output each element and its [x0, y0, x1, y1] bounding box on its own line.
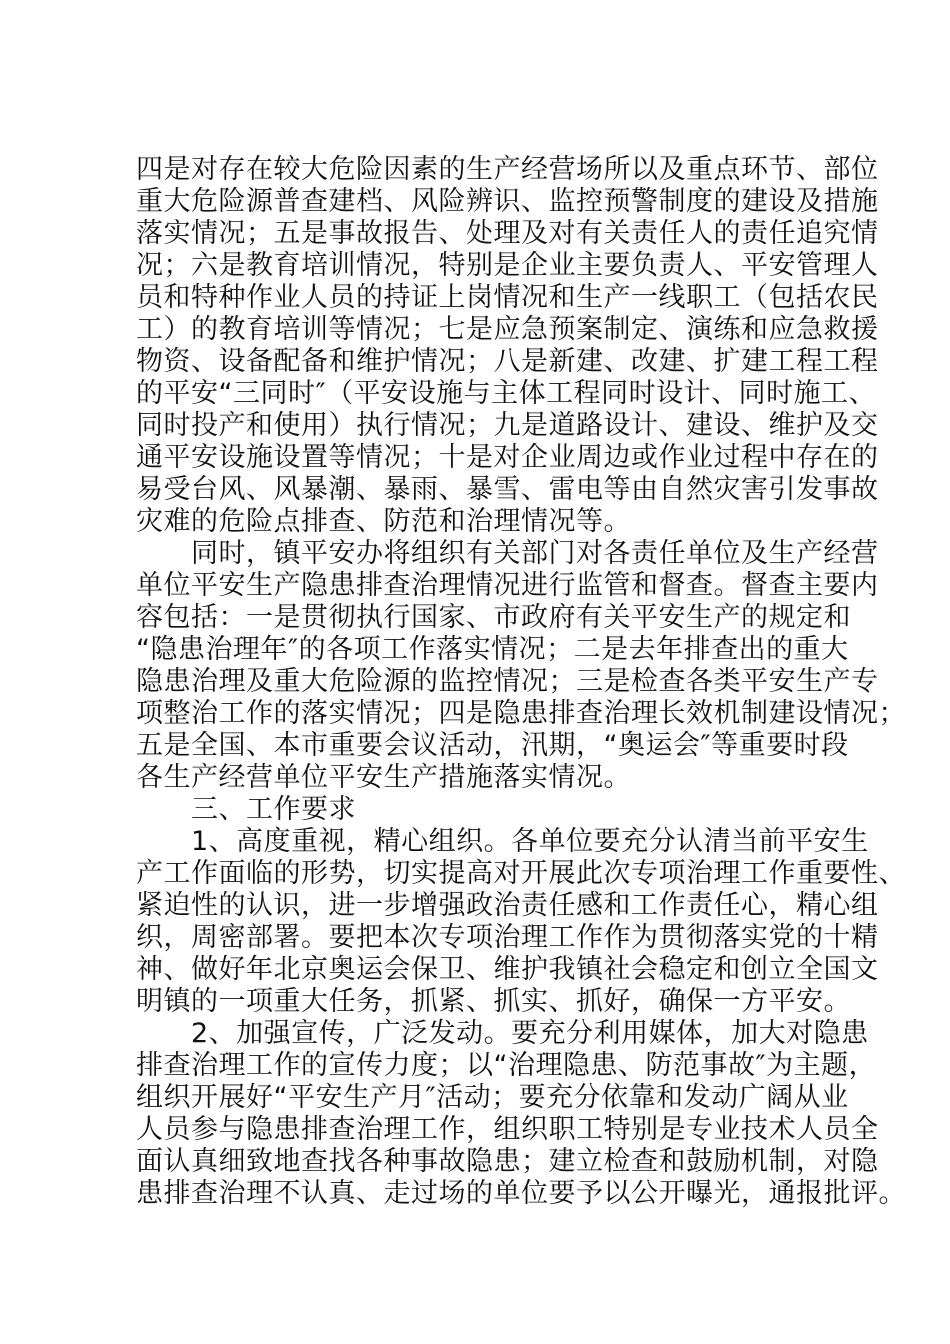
text-line: 人员参与隐患排查治理工作，组织职工特别是专业技术人员全 — [136, 1114, 879, 1145]
text-line: 紧迫性的认识，进一步增强政治责任感和工作责任心，精心组 — [136, 890, 879, 921]
text-line: 同时，镇平安办将组织有关部门对各责任单位及生产经营 — [136, 538, 879, 569]
text-line: 员和特种作业人员的持证上岗情况和生产一线职工（包括农民 — [136, 282, 879, 313]
text-line: 单位平安生产隐患排查治理情况进行监管和督查。督查主要内 — [136, 570, 879, 601]
text-line: 重大危险源普查建档、风险辨识、监控预警制度的建设及措施 — [136, 186, 879, 217]
text-line: 各生产经营单位平安生产措施落实情况。 — [136, 762, 631, 793]
text-line: “隐患治理年″的各项工作落实情况；二是去年排查出的重大 — [136, 634, 849, 665]
text-line: 的平安“三同时″（平安设施与主体工程同时设计、同时施工、 — [136, 378, 877, 409]
section-heading: 三、工作要求 — [136, 794, 356, 825]
text-line: 2、加强宣传，广泛发动。要充分利用媒体，加大对隐患 — [136, 1018, 869, 1049]
text-line: 通平安设施设置等情况；十是对企业周边或作业过程中存在的 — [136, 442, 879, 473]
text-line: 灾难的危险点排查、防范和治理情况等。 — [136, 506, 631, 537]
text-line: 项整治工作的落实情况；四是隐患排查治理长效机制建设情况； — [136, 698, 906, 729]
text-line: 落实情况；五是事故报告、处理及对有关责任人的责任追究情 — [136, 218, 879, 249]
text-line: 明镇的一项重大任务，抓紧、抓实、抓好，确保一方平安。 — [136, 986, 851, 1017]
text-line: 容包括：一是贯彻执行国家、市政府有关平安生产的规定和 — [136, 602, 851, 633]
text-line: 神、做好年北京奥运会保卫、维护我镇社会稳定和创立全国文 — [136, 954, 879, 985]
text-line: 隐患治理及重大危险源的监控情况；三是检查各类平安生产专 — [136, 666, 879, 697]
text-line: 物资、设备配备和维护情况；八是新建、改建、扩建工程工程 — [136, 346, 879, 377]
text-line: 工）的教育培训等情况；七是应急预案制定、演练和应急救援 — [136, 314, 879, 345]
text-line: 患排查治理不认真、走过场的单位要予以公开曝光，通报批评。 — [136, 1178, 906, 1209]
text-line: 产工作面临的形势，切实提高对开展此次专项治理工作重要性、 — [136, 858, 906, 889]
text-line: 易受台风、风暴潮、暴雨、暴雪、雷电等由自然灾害引发事故 — [136, 474, 879, 505]
text-line: 况；六是教育培训情况，特别是企业主要负责人、平安管理人 — [136, 250, 879, 281]
text-line: 排查治理工作的宣传力度；以“治理隐患、防范事故″为主题， — [136, 1050, 877, 1081]
text-line: 面认真细致地查找各种事故隐患；建立检查和鼓励机制，对隐 — [136, 1146, 879, 1177]
text-line: 组织开展好“平安生产月″活动；要充分依靠和发动广阔从业 — [136, 1082, 849, 1113]
text-line: 四是对存在较大危险因素的生产经营场所以及重点环节、部位 — [136, 154, 879, 185]
text-line: 织，周密部署。要把本次专项治理工作作为贯彻落实党的十精 — [136, 922, 879, 953]
text-line: 1、高度重视，精心组织。各单位要充分认清当前平安生 — [136, 826, 869, 857]
text-line: 五是全国、本市重要会议活动，汛期，“奥运会″等重要时段 — [136, 730, 849, 761]
text-line: 同时投产和使用）执行情况；九是道路设计、建设、维护及交 — [136, 410, 879, 441]
